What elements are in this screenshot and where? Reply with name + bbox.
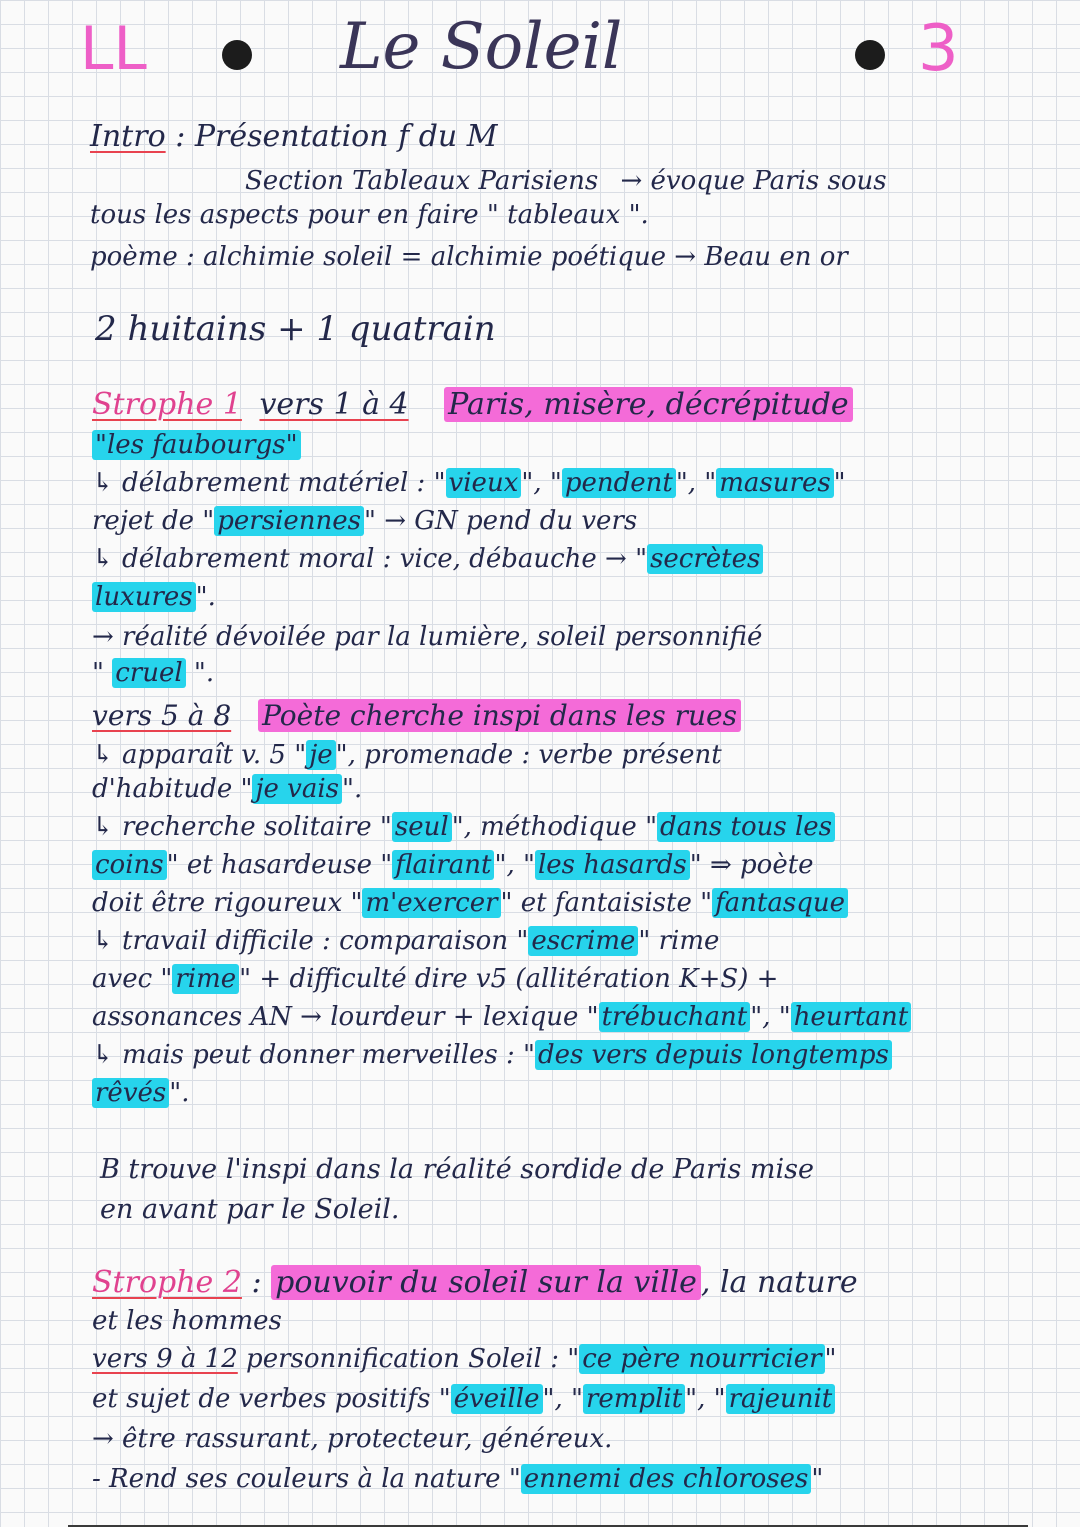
v58-line-1 <box>92 742 722 768</box>
text: ↳ délabrement matériel : " <box>92 468 446 498</box>
text: " et fantaisiste " <box>500 888 713 918</box>
v58-line-8 <box>92 1004 911 1030</box>
text: et sujet de verbes positifs " <box>92 1384 451 1414</box>
text: d'habitude " <box>92 774 253 804</box>
quote-les-hasards: les hasards <box>535 850 690 880</box>
strophe-2-rest: , la nature <box>700 1265 858 1300</box>
quote-cruel: cruel <box>112 658 185 688</box>
intro-line-3: tous les aspects pour en faire " tableaux ". <box>90 200 649 230</box>
text: ", promenade : verbe présent <box>335 740 722 770</box>
page-title: Le Soleil <box>340 10 623 84</box>
structure-line: 2 huitains + 1 quatrain <box>95 309 496 349</box>
quote-rajeunit: rajeunit <box>726 1384 836 1414</box>
quote-pendent: pendent <box>562 468 676 498</box>
quote-remplit: remplit <box>583 1384 685 1414</box>
quote-ennemi-des-chloroses: ennemi des chloroses <box>521 1464 812 1494</box>
text: assonances AN → lourdeur + lexique " <box>92 1002 599 1032</box>
quote-dans-tous-les: dans tous les <box>657 812 835 842</box>
text: doit être rigoureux " <box>92 888 363 918</box>
text: " ⇒ poète <box>689 850 814 880</box>
strophe-2-colon: : <box>251 1265 262 1300</box>
strophe-1-heading <box>92 387 853 422</box>
text: " rime <box>638 926 720 956</box>
text: ". <box>195 582 216 612</box>
intro-line-4: poème : alchimie soleil = alchimie poétique → Beau en or <box>90 242 848 272</box>
s2-line-3 <box>92 1386 835 1412</box>
v58-line-3 <box>92 814 835 840</box>
quote-trebuchant: trébuchant <box>599 1002 751 1032</box>
text: " <box>92 658 113 688</box>
text: ↳ recherche solitaire " <box>92 812 392 842</box>
quote-faubourgs: "les faubourgs" <box>92 430 301 460</box>
intro-text-2a: Section Tableaux Parisiens <box>245 166 599 196</box>
quote-heurtant: heurtant <box>791 1002 911 1032</box>
intro-line-1 <box>90 119 498 154</box>
text: ". <box>342 774 363 804</box>
text: " → GN pend du vers <box>363 506 638 536</box>
text: ", " <box>685 1384 726 1414</box>
conclusion-line-2: en avant par le Soleil. <box>100 1194 400 1225</box>
text: ↳ mais peut donner merveilles : " <box>92 1040 535 1070</box>
intro-label: Intro <box>90 119 166 154</box>
s1-line-6: → réalité dévoilée par la lumière, soleil personnifié <box>92 622 763 652</box>
quote-fantasque: fantasque <box>712 888 848 918</box>
text: " <box>833 468 846 498</box>
quote-luxures: luxures <box>92 582 196 612</box>
quote-persiennes: persiennes <box>214 506 364 536</box>
text: ", " <box>494 850 535 880</box>
v58-line-5 <box>92 890 848 916</box>
verses-5-8-range: vers 5 à 8 <box>92 699 232 732</box>
verses-5-8-heading <box>92 699 741 732</box>
text: ↳ apparaît v. 5 " <box>92 740 307 770</box>
quote-coins: coins <box>92 850 167 880</box>
s2-line-4: → être rassurant, protecteur, généreux. <box>92 1424 613 1454</box>
s1-line-1 <box>92 432 301 458</box>
text: ↳ travail difficile : comparaison " <box>92 926 529 956</box>
verses-9-12-range: vers 9 à 12 <box>92 1344 238 1374</box>
quote-m-exercer: m'exercer <box>362 888 500 918</box>
text: ". <box>169 1078 190 1108</box>
strophe-1-range: vers 1 à 4 <box>259 387 409 422</box>
text: ", " <box>675 468 717 498</box>
strophe-2-heading <box>92 1265 858 1300</box>
v58-line-4 <box>92 852 814 878</box>
text: avec " <box>92 964 173 994</box>
punch-hole-right <box>855 40 885 70</box>
s2-line-5 <box>92 1466 823 1492</box>
v58-line-9 <box>92 1042 892 1068</box>
strophe-2-theme: pouvoir du soleil sur la ville <box>271 1265 701 1300</box>
v58-line-6 <box>92 928 719 954</box>
text: ", " <box>750 1002 791 1032</box>
quote-je-vais: je vais <box>252 774 342 804</box>
quote-des-vers-depuis-longtemps: des vers depuis longtemps <box>535 1040 892 1070</box>
verses-5-8-theme: Poète cherche inspi dans les rues <box>258 699 741 732</box>
quote-reves: rêvés <box>92 1078 169 1108</box>
punch-hole-left <box>222 40 252 70</box>
text: ", méthodique " <box>451 812 658 842</box>
text: personnification Soleil : " <box>237 1344 580 1374</box>
strophe-2-label: Strophe 2 <box>92 1265 242 1300</box>
text: ", " <box>521 468 562 498</box>
intro-line-2 <box>245 168 887 194</box>
v58-line-10 <box>92 1080 189 1106</box>
text: ↳ délabrement moral : vice, débauche → " <box>92 544 648 574</box>
quote-seul: seul <box>392 812 452 842</box>
s1-line-3 <box>92 508 637 534</box>
page-number: 3 <box>918 12 959 86</box>
quote-eveille: éveille <box>451 1384 543 1414</box>
s1-line-5 <box>92 584 216 610</box>
text: ". <box>185 658 215 688</box>
header-letters: LL <box>80 14 147 84</box>
quote-vieux: vieux <box>446 468 522 498</box>
v58-line-2 <box>92 776 362 802</box>
quote-pere-nourricier: ce père nourricier <box>579 1344 824 1374</box>
s1-line-2 <box>92 470 846 496</box>
s1-line-7 <box>92 660 214 686</box>
text: " + difficulté dire v5 (allitération K+S) + <box>239 964 779 994</box>
s2-line-1: et les hommes <box>92 1306 282 1336</box>
quote-masures: masures <box>716 468 833 498</box>
s1-line-4 <box>92 546 763 572</box>
intro-text-2b: → évoque Paris sous <box>620 166 887 196</box>
quote-flairant: flairant <box>392 850 494 880</box>
conclusion-line-1: B trouve l'inspi dans la réalité sordide de Paris mise <box>100 1154 814 1185</box>
text: " <box>811 1464 824 1494</box>
text: " et hasardeuse " <box>166 850 393 880</box>
text: " <box>824 1344 837 1374</box>
quote-secretes: secrètes <box>647 544 763 574</box>
intro-text-1: : Présentation f du M <box>175 119 498 154</box>
v58-line-7 <box>92 966 778 992</box>
text: ", " <box>542 1384 583 1414</box>
text: rejet de " <box>92 506 215 536</box>
quote-escrime: escrime <box>528 926 638 956</box>
s2-line-2 <box>92 1346 837 1372</box>
strophe-1-theme: Paris, misère, décrépitude <box>444 387 852 422</box>
quote-rime: rime <box>172 964 239 994</box>
quote-je: je <box>306 740 335 770</box>
strophe-1-label: Strophe 1 <box>92 387 242 422</box>
text: - Rend ses couleurs à la nature " <box>92 1464 521 1494</box>
